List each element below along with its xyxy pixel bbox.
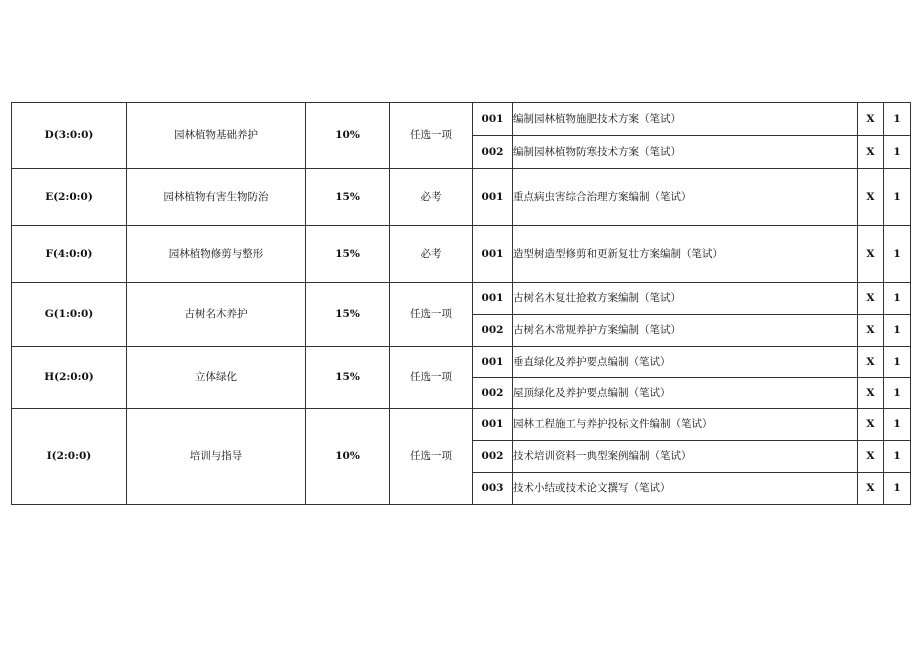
module-code: F(4:0:0) bbox=[12, 226, 127, 283]
module-name: 园林植物基础养护 bbox=[127, 103, 306, 169]
task-mark: X bbox=[858, 441, 884, 473]
table-row bbox=[12, 169, 911, 226]
task-mark: X bbox=[858, 473, 884, 505]
task-number: 001 bbox=[473, 226, 513, 283]
task-mark: X bbox=[858, 315, 884, 347]
task-number: 001 bbox=[473, 347, 513, 378]
table-row bbox=[12, 226, 911, 283]
task-mark: X bbox=[858, 347, 884, 378]
task-count: 1 bbox=[884, 136, 911, 169]
module-code: D(3:0:0) bbox=[12, 103, 127, 169]
task-count: 1 bbox=[884, 347, 911, 378]
module-weight: 10% bbox=[306, 409, 390, 505]
task-number: 001 bbox=[473, 283, 513, 315]
task-title: 技术小结或技术论文撰写（笔试） bbox=[513, 473, 858, 505]
task-mark: X bbox=[858, 136, 884, 169]
task-mark: X bbox=[858, 378, 884, 409]
table-row bbox=[12, 347, 911, 378]
task-title: 垂直绿化及养护要点编制（笔试） bbox=[513, 347, 858, 378]
task-mark: X bbox=[858, 409, 884, 441]
module-exam-type: 必考 bbox=[390, 169, 473, 226]
module-name: 古树名木养护 bbox=[127, 283, 306, 347]
task-number: 002 bbox=[473, 378, 513, 409]
task-count: 1 bbox=[884, 441, 911, 473]
task-title: 古树名木常规养护方案编制（笔试） bbox=[513, 315, 858, 347]
task-mark: X bbox=[858, 103, 884, 136]
task-number: 002 bbox=[473, 441, 513, 473]
module-weight: 10% bbox=[306, 103, 390, 169]
task-count: 1 bbox=[884, 169, 911, 226]
module-exam-type: 必考 bbox=[390, 226, 473, 283]
module-name: 园林植物有害生物防治 bbox=[127, 169, 306, 226]
module-name: 园林植物修剪与整形 bbox=[127, 226, 306, 283]
module-weight: 15% bbox=[306, 283, 390, 347]
module-name: 立体绿化 bbox=[127, 347, 306, 409]
module-weight: 15% bbox=[306, 347, 390, 409]
module-code: E(2:0:0) bbox=[12, 169, 127, 226]
task-mark: X bbox=[858, 283, 884, 315]
task-count: 1 bbox=[884, 378, 911, 409]
task-count: 1 bbox=[884, 473, 911, 505]
task-number: 003 bbox=[473, 473, 513, 505]
task-title: 编制园林植物施肥技术方案（笔试） bbox=[513, 103, 858, 136]
module-exam-type: 任选一项 bbox=[390, 409, 473, 505]
task-count: 1 bbox=[884, 103, 911, 136]
task-title: 园林工程施工与养护投标文件编制（笔试） bbox=[513, 409, 858, 441]
task-number: 002 bbox=[473, 315, 513, 347]
task-title: 造型树造型修剪和更新复壮方案编制（笔试） bbox=[513, 226, 858, 283]
task-count: 1 bbox=[884, 409, 911, 441]
module-code: G(1:0:0) bbox=[12, 283, 127, 347]
task-title: 编制园林植物防寒技术方案（笔试） bbox=[513, 136, 858, 169]
task-number: 001 bbox=[473, 103, 513, 136]
task-title: 古树名木复壮抢救方案编制（笔试） bbox=[513, 283, 858, 315]
module-exam-type: 任选一项 bbox=[390, 103, 473, 169]
task-number: 002 bbox=[473, 136, 513, 169]
task-count: 1 bbox=[884, 315, 911, 347]
table-row bbox=[12, 409, 911, 441]
module-weight: 15% bbox=[306, 169, 390, 226]
table-row bbox=[12, 283, 911, 315]
task-number: 001 bbox=[473, 169, 513, 226]
task-count: 1 bbox=[884, 283, 911, 315]
module-code: H(2:0:0) bbox=[12, 347, 127, 409]
module-name: 培训与指导 bbox=[127, 409, 306, 505]
task-mark: X bbox=[858, 226, 884, 283]
assessment-table bbox=[11, 102, 911, 505]
module-exam-type: 任选一项 bbox=[390, 347, 473, 409]
task-number: 001 bbox=[473, 409, 513, 441]
task-count: 1 bbox=[884, 226, 911, 283]
task-title: 重点病虫害综合治理方案编制（笔试） bbox=[513, 169, 858, 226]
table-row bbox=[12, 103, 911, 136]
module-weight: 15% bbox=[306, 226, 390, 283]
task-title: 技术培训资料一典型案例编制（笔试） bbox=[513, 441, 858, 473]
task-mark: X bbox=[858, 169, 884, 226]
task-title: 屋顶绿化及养护要点编制（笔试） bbox=[513, 378, 858, 409]
module-code: I(2:0:0) bbox=[12, 409, 127, 505]
module-exam-type: 任选一项 bbox=[390, 283, 473, 347]
